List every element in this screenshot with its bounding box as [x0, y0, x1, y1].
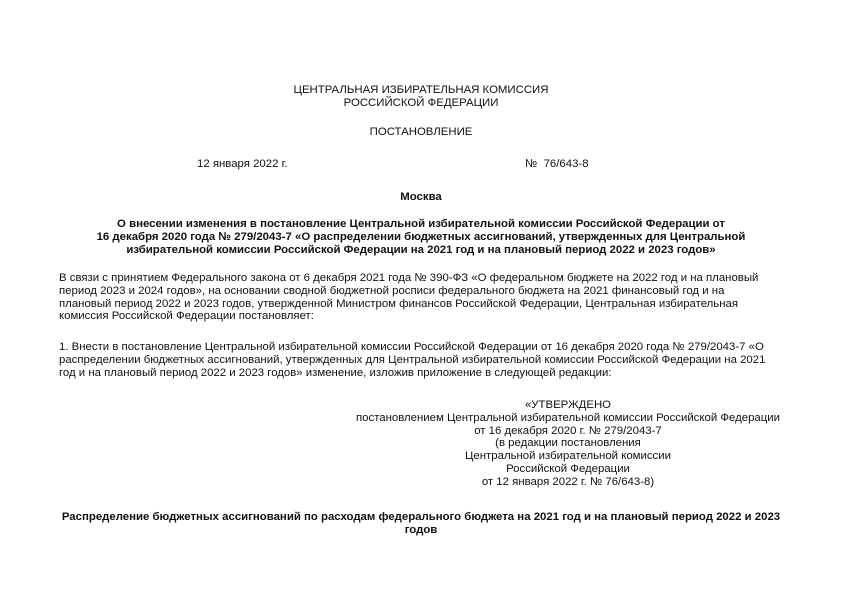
document-date: 12 января 2022 г. — [197, 158, 288, 170]
annex-title-line-1: Распределение бюджетных ассигнований по расходам федерального бюджета на 2021 год и на плановый период 2022 и 2023 — [61, 511, 781, 523]
document-city: Москва — [400, 191, 442, 203]
subject-line-2: 16 декабря 2020 года № 279/2043-7 «О распределении бюджетных ассигнований, утвержденных для Центральной — [96, 230, 746, 243]
approval-line-3: от 16 декабря 2020 г. № 279/2043-7 — [474, 424, 662, 437]
preamble-line-1: В связи с принятием Федерального закона от 6 декабря 2021 года № 390-ФЗ «О федеральном бюджете на 2022 год и на плановый — [59, 272, 759, 284]
clause-one-paragraph — [59, 341, 782, 379]
document-number — [525, 158, 589, 171]
annex-title-line-2: годов — [404, 523, 438, 536]
approval-line-6: Российской Федерации — [506, 462, 630, 475]
preamble-line-3: плановый период 2022 и 2023 годов, утвержденной Министром финансов Российской Федерации, Центральная избирательная — [59, 297, 739, 310]
preamble-line-2: период 2023 и 2024 годов», на основании сводной бюджетной росписи федерального бюджета на 2021 финансовый год и на — [59, 284, 725, 297]
approval-line-5: Центральной избирательной комиссии — [465, 450, 671, 463]
clause-one-line-3: год и на плановый период 2022 и 2023 годов» изменение, изложив приложение в следующей редакции: — [59, 366, 612, 379]
approval-stamp-block — [350, 399, 786, 489]
approval-line-2: постановлением Центральной избирательной комиссии Российской Федерации — [356, 411, 780, 424]
approval-line-7: от 12 января 2022 г. № 76/643-8) — [481, 475, 655, 488]
number-sign: № — [525, 158, 538, 170]
annex-title — [50, 511, 792, 537]
clause-one-line-2: распределении бюджетных ассигнований, утвержденных для Центральной избирательной комиссии Российской Федерации на 2021 — [59, 353, 766, 366]
clause-one-line-1: 1. Внести в постановление Центральной избирательной комиссии Российской Федерации от 16 декабря 2020 года № 279/2043-7 «О — [59, 341, 764, 353]
subject-line-3: избирательной комиссии Российской Федерации на 2021 год и на плановый период 2022 и 2023 годов» — [126, 243, 716, 256]
preamble-paragraph — [59, 272, 782, 323]
document-subject — [60, 218, 782, 256]
authority-line-2: РОССИЙСКОЙ ФЕДЕРАЦИИ — [343, 96, 499, 109]
preamble-line-4: комиссия Российской Федерации постановляет: — [59, 310, 314, 323]
document-type: ПОСТАНОВЛЕНИЕ — [369, 126, 473, 138]
approval-line-4: (в редакции постановления — [495, 437, 641, 450]
subject-line-1: О внесении изменения в постановление Центральной избирательной комиссии Российской Федерации от — [117, 218, 725, 230]
number-value: 76/643-8 — [543, 158, 589, 170]
authority-line-1: ЦЕНТРАЛЬНАЯ ИЗБИРАТЕЛЬНАЯ КОМИССИЯ — [293, 84, 549, 96]
issuing-authority — [0, 84, 842, 110]
approval-line-1: «УТВЕРЖДЕНО — [524, 399, 612, 411]
